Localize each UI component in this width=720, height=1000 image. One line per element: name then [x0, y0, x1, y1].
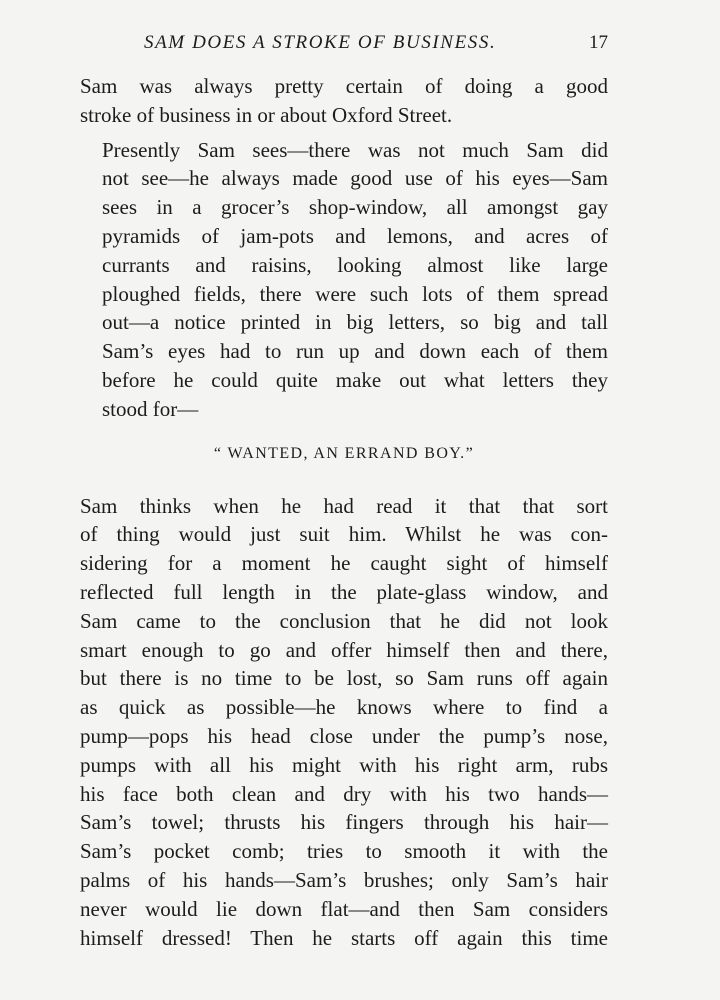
text-line: out—a notice printed in big letters, so big and tall — [102, 310, 608, 335]
text-line: Sam came to the conclusion that he did not look — [80, 608, 608, 633]
text-line: ploughed fields, there were such lots of them spread — [102, 281, 608, 306]
text-line: smart enough to go and offer himself then and there, — [80, 637, 608, 662]
text-line: himself dressed! Then he starts off again this time — [80, 925, 608, 950]
text-line: pyramids of jam-pots and lemons, and acres of — [102, 223, 608, 248]
notice-quote: “ WANTED, AN ERRAND BOY.” — [213, 444, 475, 462]
text-line: Sam thinks when he had read it that that sort — [80, 493, 608, 518]
paragraph-3 — [80, 492, 608, 953]
running-head — [80, 30, 608, 60]
text-line: stroke of business in or about Oxford Street. — [80, 102, 453, 127]
text-line: reflected full length in the plate-glass window, and — [80, 579, 608, 604]
paragraph-1 — [80, 72, 608, 130]
text-line: Sam’s eyes had to run up and down each of them — [102, 339, 608, 364]
text-line: but there is no time to be lost, so Sam runs off again — [80, 666, 608, 691]
text-line: before he could quite make out what letters they — [102, 367, 608, 392]
text-line: Sam was always pretty certain of doing a good — [80, 74, 608, 98]
text-line: not see—he always made good use of his eyes—Sam — [102, 166, 608, 191]
running-title: SAM DOES A STROKE OF BUSINESS. — [144, 32, 497, 53]
text-line: currants and raisins, looking almost like large — [102, 252, 608, 277]
text-line: Presently Sam sees—there was not much Sam did — [102, 137, 608, 162]
text-line: Sam’s towel; thrusts his fingers through his hair— — [80, 810, 608, 835]
text-line: stood for— — [102, 396, 199, 421]
page-number: 17 — [589, 32, 608, 53]
text-line: pump—pops his head close under the pump’s nose, — [80, 723, 608, 748]
text-line: sees in a grocer’s shop-window, all amongst gay — [102, 195, 608, 220]
text-line: never would lie down flat—and then Sam considers — [80, 896, 608, 921]
paragraph-2 — [80, 136, 608, 424]
text-line: Sam’s pocket comb; tries to smooth it with the — [80, 839, 608, 864]
text-line: his face both clean and dry with his two hands— — [80, 781, 608, 806]
text-line: pumps with all his might with his right arm, rubs — [80, 752, 608, 777]
text-line: sidering for a moment he caught sight of himself — [80, 551, 608, 576]
text-line: palms of his hands—Sam’s brushes; only Sam’s hair — [80, 867, 608, 892]
text-line: as quick as possible—he knows where to find a — [80, 695, 608, 720]
text-line: of thing would just suit him. Whilst he was con- — [80, 522, 608, 547]
body-text — [80, 72, 608, 952]
